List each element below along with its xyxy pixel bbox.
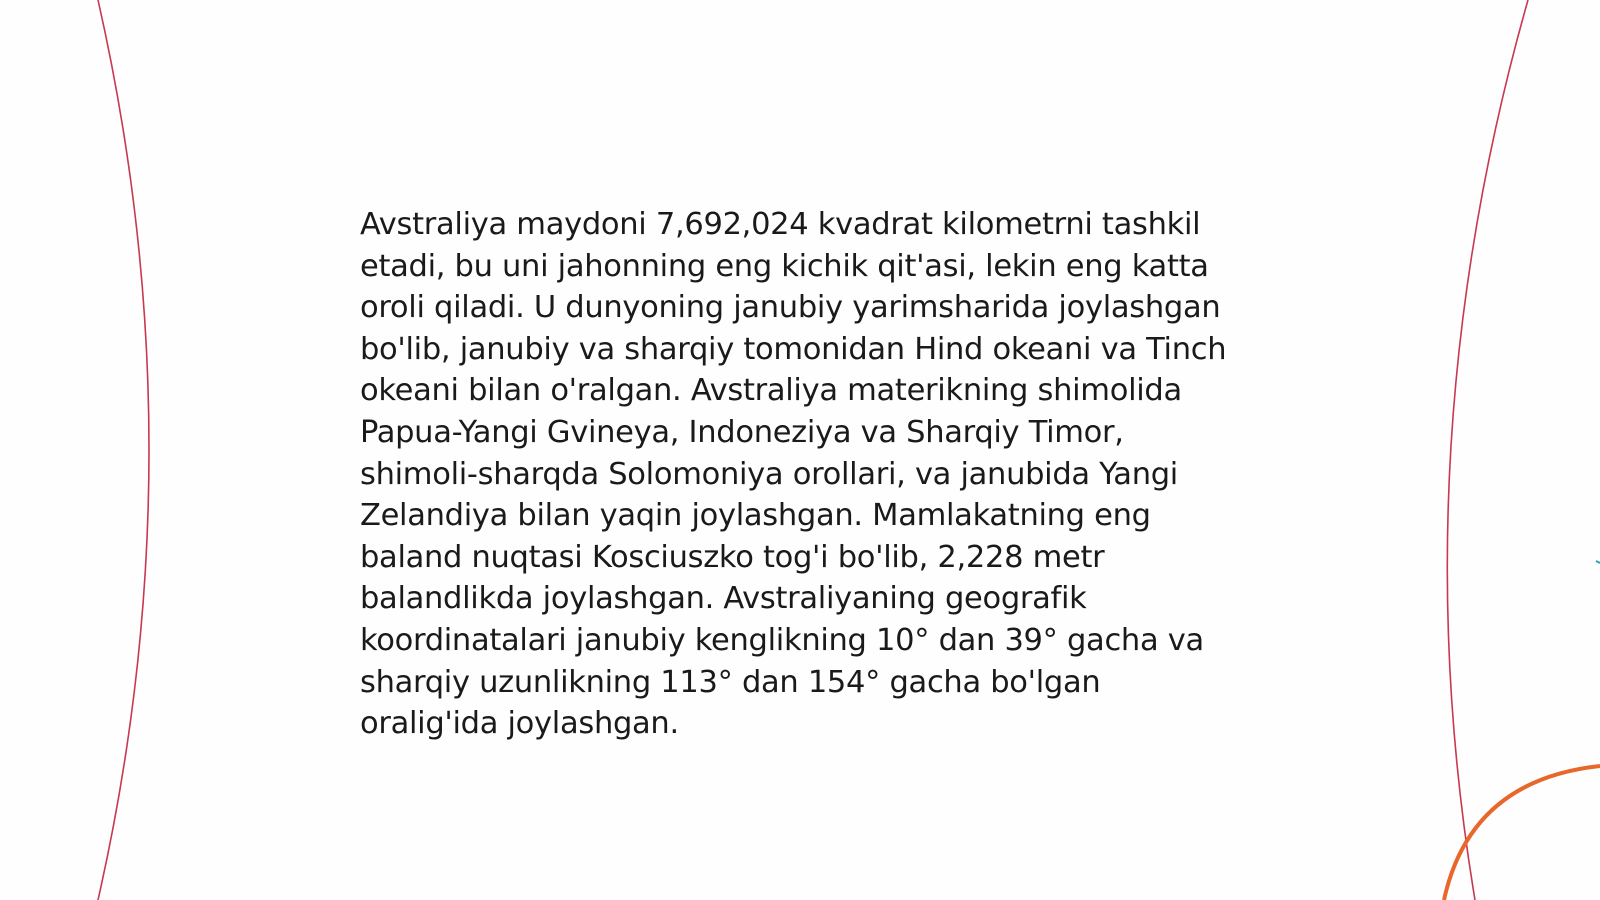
body-paragraph: Avstraliya maydoni 7,692,024 kvadrat kilometrni tashkil etadi, bu uni jahonning eng kichik qit'asi, lekin eng katta oroli qiladi. U dunyoning janubiy yarimsharida joylashgan bo'lib, janubiy va sharqiy tomonidan Hind okeani va Tinch okeani bilan o'ralgan. Avstraliya materikning shimolida Papua-Yangi Gvineya, Indoneziya va Sharqiy Timor, shimoli-sharqda Solomoniya orollari, va janubida Yangi Zelandiya bilan yaqin joylashgan. Mamlakatning eng baland nuqtasi Kosciuszko tog'i bo'lib, 2,228 metr balandlikda joylashgan. Avstraliyaning geografik koordinatalari janubiy kenglikning 10° dan 39° gacha va sharqiy uzunlikning 113° dan 154° gacha bo'lgan oralig'ida joylashgan. [360, 207, 1227, 742]
bottom-right-orange-arc [1444, 766, 1600, 900]
right-edge-teal-mark [1596, 561, 1600, 563]
right-arc-line [1447, 0, 1528, 900]
left-arc-line [98, 0, 149, 900]
